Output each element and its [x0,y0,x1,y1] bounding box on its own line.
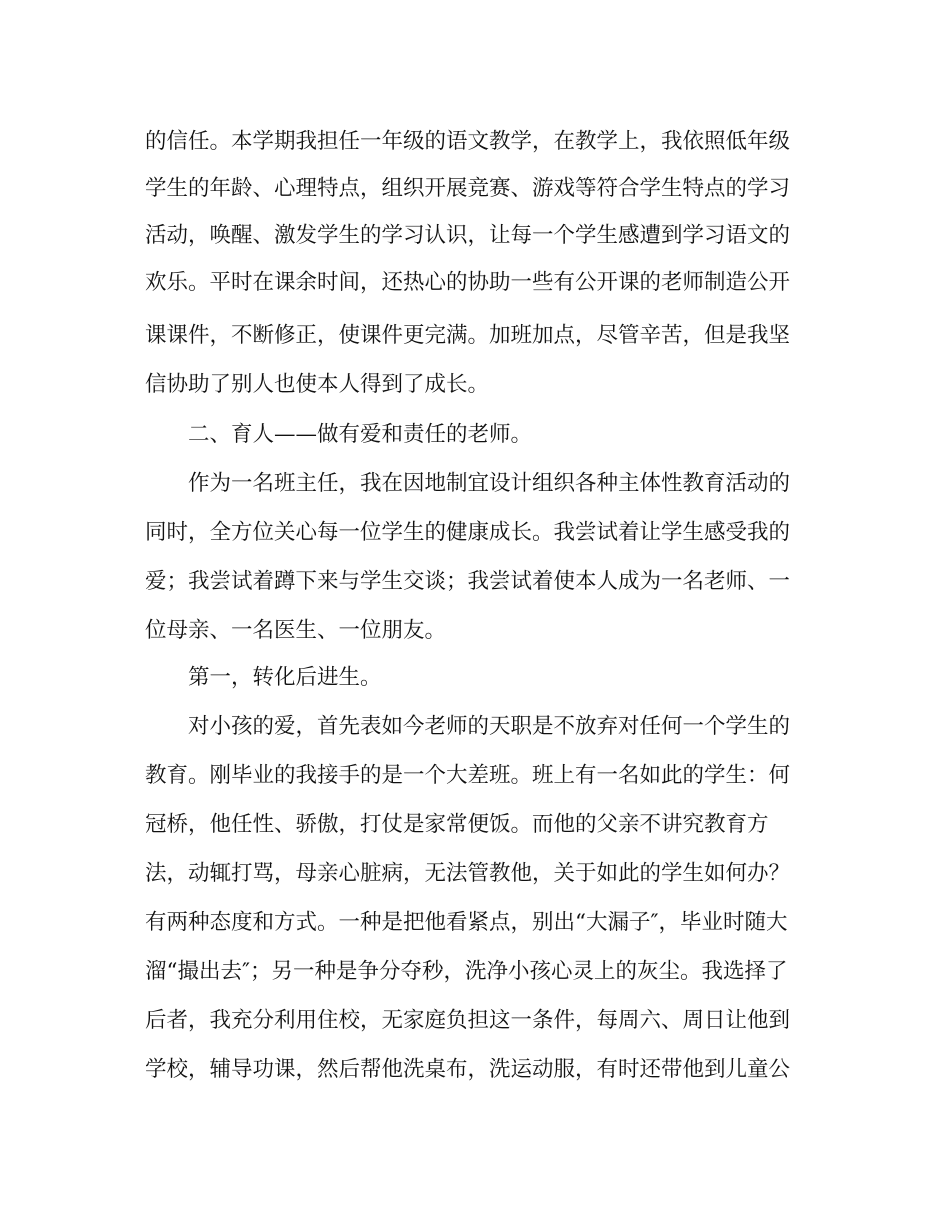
text-line: 学生的年龄、心理特点，组织开展竞赛、游戏等符合学生特点的学习 [145,176,791,201]
text-line: 对小孩的爱，首先表如今老师的天职是不放弃对任何一个学生的 [188,714,791,739]
text-line: 位母亲、一名医生、一位朋友。 [145,618,447,643]
text-line: 欢乐。平时在课余时间，还热心的协助一些有公开课的老师制造公开 [145,270,791,295]
text-line: 学校，辅导功课，然后帮他洗桌布，洗运动服，有时还带他到儿童公 [145,1057,791,1082]
text-line: 爱；我尝试着蹲下来与学生交谈；我尝试着使本人成为一名老师、一 [145,569,791,594]
text-line: 法，动辄打骂，母亲心脏病，无法管教他，关于如此的学生如何办？ [145,861,791,886]
text-line: 溜“撮出去″；另一种是争分夺秒，洗净小孩心灵上的灰尘。我选择了 [145,959,788,984]
text-line: 的信任。本学期我担任一年级的语文教学，在教学上，我依照低年级 [145,129,791,154]
text-line: 有两种态度和方式。一种是把他看紧点，别出“大漏子″，毕业时随大 [145,910,788,935]
text-line: 后者，我充分利用住校，无家庭负担这一条件，每周六、周日让他到 [145,1008,791,1033]
text-line: 教育。刚毕业的我接手的是一个大差班。班上有一名如此的学生：何 [145,763,791,788]
text-line: 课课件，不断修正，使课件更完满。加班加点，尽管辛苦，但是我坚 [145,323,791,348]
text-line: 活动，唤醒、激发学生的学习认识，让每一个学生感遭到学习语文的 [145,223,791,248]
section-heading: 二、育人——做有爱和责任的老师。 [188,422,533,447]
text-line: 同时，全方位关心每一位学生的健康成长。我尝试着让学生感受我的 [145,520,791,545]
text-line: 作为一名班主任，我在因地制宜设计组织各种主体性教育活动的 [188,471,791,496]
text-line: 冠桥，他任性、骄傲，打仗是家常便饭。而他的父亲不讲究教育方 [145,812,769,837]
subsection-heading: 第一，转化后进生。 [188,665,382,690]
text-line: 信协助了别人也使本人得到了成长。 [145,372,490,397]
